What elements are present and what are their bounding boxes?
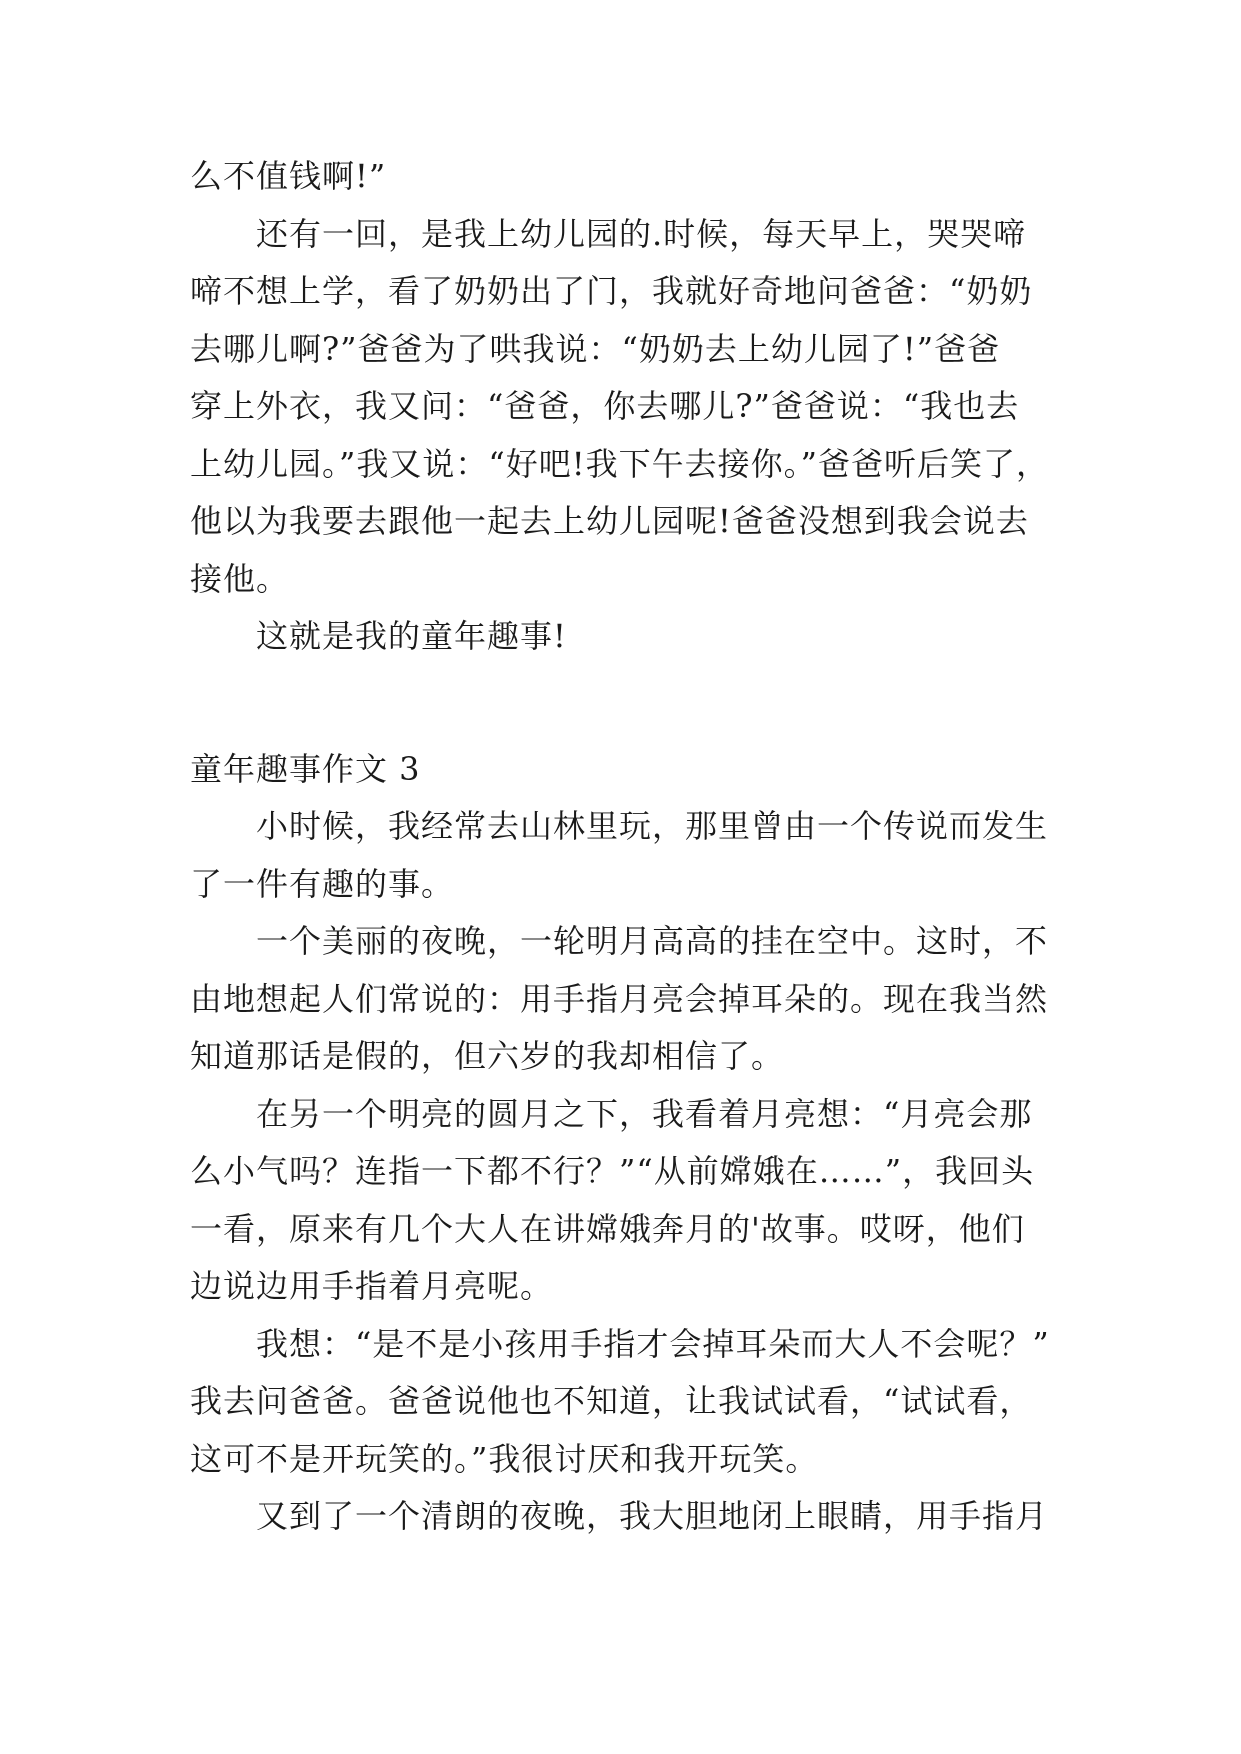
text-line: 上幼儿园。”我又说：“好吧!我下午去接你。”爸爸听后笑了， bbox=[190, 444, 1049, 483]
text-line: 接他。 bbox=[190, 559, 290, 598]
text-line: 一看，原来有几个大人在讲嫦娥奔月的'故事。哎呀，他们 bbox=[190, 1209, 1025, 1248]
text-line: 穿上外衣，我又问：“爸爸，你去哪儿?”爸爸说：“我也去 bbox=[190, 387, 1020, 425]
text-line: 了一件有趣的事。 bbox=[190, 864, 455, 903]
document-body bbox=[190, 148, 1050, 1546]
paragraph-start-line: 这就是我的童年趣事! bbox=[256, 617, 567, 655]
text-line: 去哪儿啊?”爸爸为了哄我说：“奶奶去上幼儿园了!”爸爸 bbox=[190, 329, 1001, 368]
paragraph-start-line: 我想：“是不是小孩用手指才会掉耳朵而大人不会呢？” bbox=[256, 1324, 1050, 1363]
text-line: 这可不是开玩笑的。”我很讨厌和我开玩笑。 bbox=[190, 1439, 819, 1478]
text-line: 我去问爸爸。爸爸说他也不知道，让我试试看，“试试看， bbox=[190, 1382, 1033, 1420]
text-line: 边说边用手指着月亮呢。 bbox=[190, 1267, 554, 1305]
paragraph-start-line: 一个美丽的夜晚，一轮明月高高的挂在空中。这时，不 bbox=[256, 922, 1049, 960]
paragraph-start-line: 在另一个明亮的圆月之下，我看着月亮想：“月亮会那 bbox=[256, 1094, 1033, 1133]
text-line: 由地想起人们常说的：用手指月亮会掉耳朵的。现在我当然 bbox=[190, 979, 1049, 1018]
text-line: 他以为我要去跟他一起去上幼儿园呢!爸爸没想到我会说去 bbox=[190, 502, 1029, 540]
text-line: 么小气吗？连指一下都不行？”“从前嫦娥在……”，我回头 bbox=[190, 1152, 1035, 1190]
text-line: 啼不想上学，看了奶奶出了门，我就好奇地问爸爸：“奶奶 bbox=[190, 272, 1033, 310]
text-line: 知道那话是假的，但六岁的我却相信了。 bbox=[190, 1037, 785, 1075]
text-line: 么不值钱啊!” bbox=[190, 157, 387, 195]
paragraph-start-line: 还有一回，是我上幼儿园的.时候，每天早上，哭哭啼 bbox=[256, 214, 1027, 253]
section-gap bbox=[190, 666, 1050, 741]
paragraph-start-line: 小时候，我经常去山林里玩，那里曾由一个传说而发生 bbox=[256, 807, 1049, 845]
paragraph-start-line: 又到了一个清朗的夜晚，我大胆地闭上眼睛，用手指月 bbox=[256, 1497, 1049, 1535]
section-title: 童年趣事作文 3 bbox=[190, 749, 421, 788]
